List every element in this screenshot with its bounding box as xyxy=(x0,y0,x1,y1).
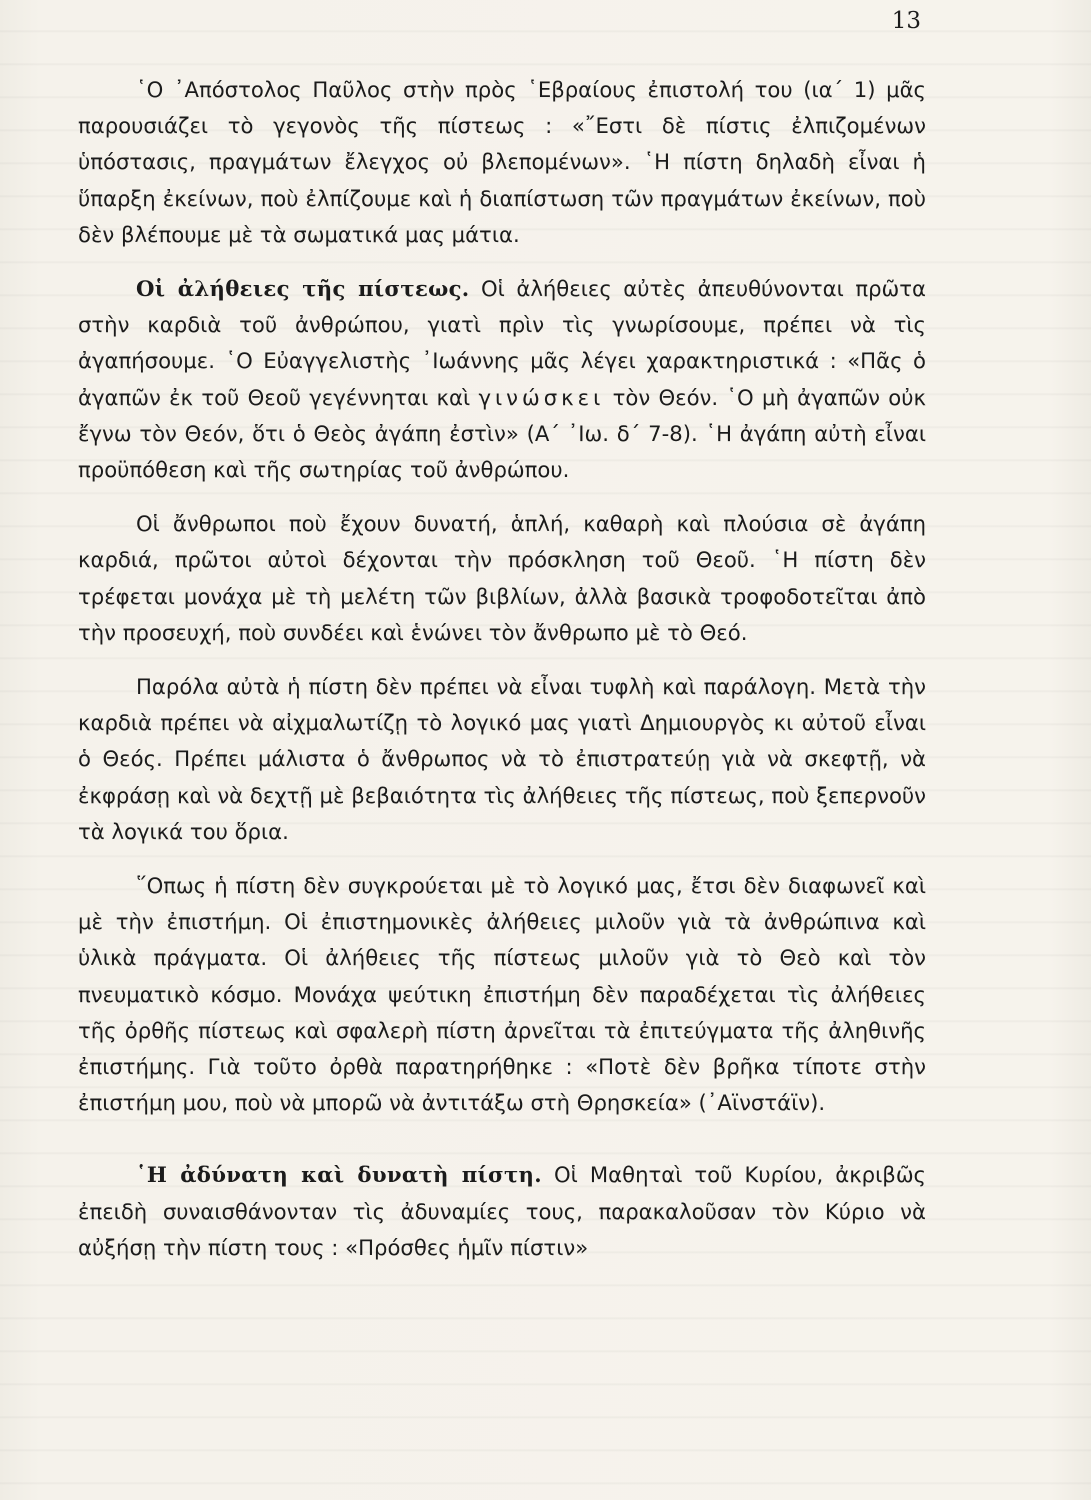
paragraph-science xyxy=(78,868,926,1121)
paragraph-text: τὸν Θεόν. ῾Ο μὴ ἀγαπῶν οὐκ ἔγνω τὸν Θεόν, ὅτι ὁ Θεὸς ἀγάπη ἐστὶν» (Α΄ ᾽Ιω. δ΄ 7-8). ῾Η ἀγάπη αὐτὴ εἶναι προϋπόθεση καὶ τῆς σωτηρίας τοῦ ἀνθρώπου. xyxy=(78,384,926,483)
paragraph-text: Παρόλα αὐτὰ ἡ πίστη δὲν πρέπει νὰ εἶναι τυφλὴ καὶ παράλογη. Μετὰ τὴν καρδιὰ πρέπει νὰ αἰχμαλωτίζῃ τὸ λογικό μας γιατὶ Δημιουργὸς κι αὐτοῦ εἶναι ὁ Θεός. Πρέπει μάλιστα ὁ ἄνθρωπος νὰ τὸ ἐπιστρατεύῃ γιὰ νὰ σκεφτῇ, νὰ ἐκφράσῃ καὶ νὰ δεχτῇ μὲ βεβαιότητα τὶς ἀλήθειες τῆς πίστεως, ποὺ ξεπερνοῦν τὰ λογικά του ὅρια. xyxy=(78,674,926,844)
paragraph-intro xyxy=(78,72,926,253)
paragraph-text: Οἱ ἀλήθειες αὐτὲς ἀπευθύνονται πρῶτα στὴν καρδιὰ τοῦ ἀνθρώπου, γιατὶ πρὶν τὶς γνωρίσουμε, πρέπει νὰ τὶς ἀγαπήσουμε. ῾Ο Εὐαγγελιστὴς ᾽Ιωάννης μᾶς λέγει χαρακτηριστικά : «Πᾶς ὁ ἀγαπῶν ἐκ τοῦ Θεοῦ γεγέννηται καὶ xyxy=(78,276,926,410)
paragraph-text: ῾Ο ᾽Απόστολος Παῦλος στὴν πρὸς ῾Εβραίους ἐπιστολή του (ια΄ 1) μᾶς παρουσιάζει τὸ γεγονὸς τῆς πίστεως : «῎Εστι δὲ πίστις ἐλπιζομένων ὑπόστασις, πραγμάτων ἔλεγχος οὐ βλεπομένων». ῾Η πίστη δηλαδὴ εἶναι ἡ ὕπαρξη ἐκείνων, ποὺ ἐλπίζουμε καὶ ἡ διαπίστωση τῶν πραγμάτων ἐκείνων, ποὺ δὲν βλέπουμε μὲ τὰ σωματικά μας μάτια. xyxy=(78,77,926,247)
paragraph-text: Οἱ Μαθηταὶ τοῦ Κυρίου, ἀκριβῶς ἐπειδὴ συναισθάνονταν τὶς ἀδυναμίες τους, παρακαλοῦσαν τὸν Κύριο νὰ αὐξήσῃ τὴν πίστη τους : «Πρόσθες ἡμῖν πίστιν» xyxy=(78,1162,926,1260)
paragraph-text: ῞Οπως ἡ πίστη δὲν συγκρούεται μὲ τὸ λογικό μας, ἔτσι δὲν διαφωνεῖ καὶ μὲ τὴν ἐπιστήμη. Οἱ ἐπιστημονικὲς ἀλήθειες μιλοῦν γιὰ τὰ ἀνθρώπινα καὶ ὑλικὰ πράγματα. Οἱ ἀλήθειες τῆς πίστεως μιλοῦν γιὰ τὸ Θεὸ καὶ τὸν πνευματικὸ κόσμο. Μονάχα ψεύτικη ἐπιστήμη δὲν παραδέχεται τὶς ἀλήθειες τῆς ὀρθῆς πίστεως καὶ σφαλερὴ πίστη ἀρνεῖται τὰ ἐπιτεύγματα τῆς ἀληθινῆς ἐπιστήμης. Γιὰ τοῦτο ὀρθὰ παρατηρήθηκε : «Ποτὲ δὲν βρῆκα τίποτε στὴν ἐπιστήμη μου, ποὺ νὰ μπορῶ νὰ ἀντιτάξω στὴ Θρησκεία» (᾽Αϊνστάϊν). xyxy=(78,873,926,1116)
paragraph-text: Οἱ ἄνθρωποι ποὺ ἔχουν δυνατή, ἁπλή, καθαρὴ καὶ πλούσια σὲ ἀγάπη καρδιά, πρῶτοι αὐτοὶ δέχονται τὴν πρόσκληση τοῦ Θεοῦ. ῾Η πίστη δὲν τρέφεται μονάχα μὲ τὴ μελέτη τῶν βιβλίων, ἀλλὰ βασικὰ τροφοδοτεῖται ἀπὸ τὴν προσευχή, ποὺ συνδέει καὶ ἑνώνει τὸν ἄνθρωπο μὲ τὸ Θεό. xyxy=(78,511,926,645)
section-heading-weak-strong: ῾Η ἀδύνατη καὶ δυνατὴ πίστη. xyxy=(136,1162,542,1188)
paragraph-weak-strong-faith xyxy=(78,1157,926,1266)
body-text xyxy=(78,72,926,1266)
paragraph-reason xyxy=(78,669,926,850)
spaced-word: γινώσκει xyxy=(478,384,605,410)
paragraph-truths-of-faith xyxy=(78,271,926,488)
page-number: 13 xyxy=(891,8,921,34)
paragraph-people xyxy=(78,506,926,651)
section-heading-truths: Οἱ ἀλήθειες τῆς πίστεως. xyxy=(136,276,470,302)
